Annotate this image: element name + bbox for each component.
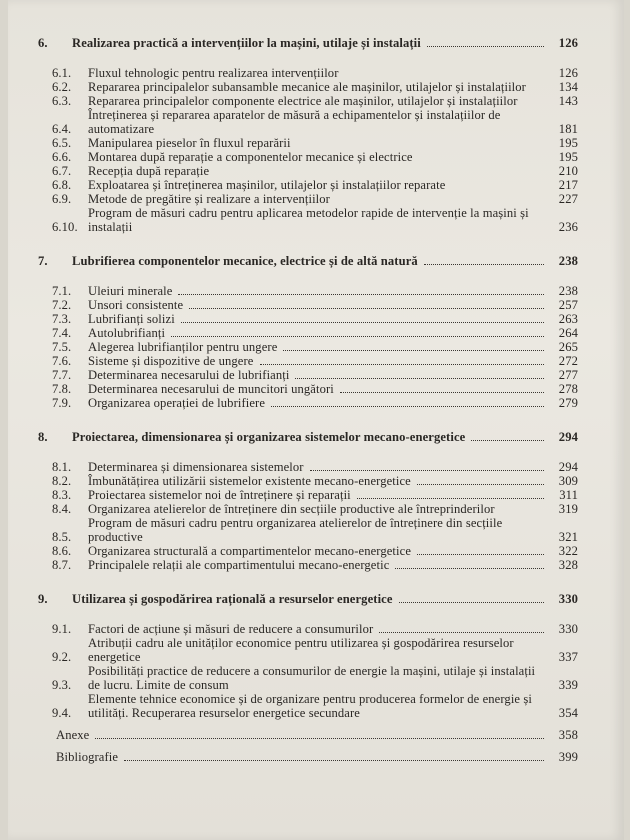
leader-dots	[399, 602, 544, 603]
page-number: 236	[558, 220, 578, 234]
section-number: 7.9.	[52, 396, 72, 410]
leader-dots	[260, 364, 545, 365]
page-number: 277	[558, 368, 578, 382]
section-title: Montarea după reparație a componentelor mecanice și electrice	[88, 150, 413, 164]
page-number: 330	[558, 592, 578, 606]
toc-section	[38, 502, 578, 516]
toc-section	[38, 664, 578, 692]
toc-section	[38, 354, 578, 368]
toc-section	[38, 178, 578, 192]
section-number: 6.5.	[52, 136, 72, 150]
section-number: 6.4.	[52, 122, 72, 136]
section-title: Sisteme și dispozitive de ungere	[88, 354, 254, 368]
page-number: 257	[558, 298, 578, 312]
leader-dots	[357, 498, 544, 499]
book-page	[8, 0, 624, 840]
chapter-number: 9.	[38, 592, 48, 606]
toc-section	[38, 544, 578, 558]
section-number: 7.4.	[52, 326, 72, 340]
table-of-contents	[38, 32, 578, 764]
chapter-title: Utilizarea și gospodărirea rațională a resurselor energetice	[72, 592, 393, 606]
leader-dots	[395, 568, 544, 569]
section-number: 6.8.	[52, 178, 72, 192]
section-title: Metode de pregătire și realizare a intervențiilor	[88, 192, 330, 206]
section-title: Principalele relații ale compartimentului mecano-energetic	[88, 558, 390, 572]
leader-dots	[310, 470, 544, 471]
toc-chapter-9	[38, 592, 578, 606]
section-number: 9.1.	[52, 622, 72, 636]
page-number: 330	[558, 622, 578, 636]
toc-section	[38, 460, 578, 474]
section-number: 6.6.	[52, 150, 72, 164]
leader-dots	[471, 440, 544, 441]
section-number: 6.10.	[52, 220, 78, 234]
leader-dots	[427, 46, 544, 47]
bibliografie-title: Bibliografie	[56, 750, 119, 764]
section-title: Organizarea structurală a compartimentelor mecano-energetice	[88, 544, 412, 558]
leader-dots	[295, 378, 544, 379]
section-title: Posibilități practice de reducere a consumurilor de energie la mașini, utilaje și instalații de lucru. Limite de consum	[88, 664, 536, 692]
page-number: 126	[558, 66, 578, 80]
toc-section	[38, 474, 578, 488]
section-number: 6.2.	[52, 80, 72, 94]
toc-section	[38, 298, 578, 312]
page-number: 238	[558, 254, 578, 268]
toc-chapter-7	[38, 254, 578, 268]
section-title: Proiectarea sistemelor noi de întreținere și reparații	[88, 488, 351, 502]
leader-dots	[124, 760, 544, 761]
toc-anexe	[38, 728, 578, 742]
section-title: Program de măsuri cadru pentru aplicarea metodelor rapide de intervenție la mașini și instalații	[88, 206, 529, 234]
toc-section	[38, 206, 578, 234]
toc-chapter-8	[38, 430, 578, 444]
section-title: Alegerea lubrifianților pentru ungere	[88, 340, 278, 354]
page-number: 339	[558, 678, 578, 692]
chapter-title: Lubrifierea componentelor mecanice, electrice și de altă natură	[72, 254, 418, 268]
page-number: 227	[558, 192, 578, 206]
toc-section	[38, 284, 578, 298]
toc-section	[38, 312, 578, 326]
leader-dots	[417, 484, 544, 485]
page-number: 217	[558, 178, 578, 192]
page-number: 126	[558, 36, 578, 50]
toc-section	[38, 80, 578, 94]
page-number: 337	[558, 650, 578, 664]
section-number: 7.5.	[52, 340, 72, 354]
toc-section	[38, 150, 578, 164]
toc-section	[38, 622, 578, 636]
section-number: 9.4.	[52, 706, 72, 720]
toc-section	[38, 192, 578, 206]
toc-section	[38, 368, 578, 382]
page-number: 279	[558, 396, 578, 410]
chapter-title: Realizarea practică a intervențiilor la mașini, utilaje și instalații	[72, 36, 421, 50]
page-number: 195	[558, 136, 578, 150]
section-title: Fluxul tehnologic pentru realizarea intervențiilor	[88, 66, 339, 80]
section-title: Elemente tehnice economice și de organizare pentru producerea formelor de energie și utilități. Recuperarea resurselor energetice secundare	[88, 692, 532, 720]
toc-section	[38, 164, 578, 178]
section-title: Organizarea operației de lubrifiere	[88, 396, 266, 410]
page-number: 309	[558, 474, 578, 488]
toc-section	[38, 558, 578, 572]
section-number: 6.3.	[52, 94, 72, 108]
page-number: 321	[558, 530, 578, 544]
section-title: Determinarea și dimensionarea sistemelor	[88, 460, 304, 474]
page-number: 134	[558, 80, 578, 94]
leader-dots	[189, 308, 544, 309]
section-number: 8.3.	[52, 488, 72, 502]
anexe-title: Anexe	[56, 728, 90, 742]
page-number: 272	[558, 354, 578, 368]
section-number: 8.1.	[52, 460, 72, 474]
chapter-number: 8.	[38, 430, 48, 444]
section-title: Unsori consistente	[88, 298, 184, 312]
page-number: 358	[558, 728, 578, 742]
page-number: 294	[558, 460, 578, 474]
page-number: 328	[558, 558, 578, 572]
toc-section	[38, 516, 578, 544]
page-number: 195	[558, 150, 578, 164]
section-number: 7.7.	[52, 368, 72, 382]
page-number: 354	[558, 706, 578, 720]
page-number: 210	[558, 164, 578, 178]
section-title: Determinarea necesarului de lubrifianți	[88, 368, 290, 382]
section-number: 6.9.	[52, 192, 72, 206]
section-title: Recepția după reparație	[88, 164, 210, 178]
page-number: 399	[558, 750, 578, 764]
section-number: 7.1.	[52, 284, 72, 298]
toc-section	[38, 636, 578, 664]
toc-section	[38, 94, 578, 108]
section-number: 6.7.	[52, 164, 72, 178]
page-number: 322	[558, 544, 578, 558]
leader-dots	[424, 264, 544, 265]
toc-section	[38, 326, 578, 340]
page-number: 143	[558, 94, 578, 108]
page-number: 278	[558, 382, 578, 396]
section-title: Repararea principalelor componente electrice ale mașinilor, utilajelor și instalațiilor	[88, 94, 518, 108]
toc-section	[38, 340, 578, 354]
toc-section	[38, 136, 578, 150]
section-number: 9.2.	[52, 650, 72, 664]
chapter-number: 6.	[38, 36, 48, 50]
section-number: 8.4.	[52, 502, 72, 516]
toc-chapter-6	[38, 36, 578, 50]
section-number: 7.8.	[52, 382, 72, 396]
leader-dots	[181, 322, 544, 323]
leader-dots	[178, 294, 544, 295]
page-number: 294	[558, 430, 578, 444]
toc-section	[38, 396, 578, 410]
leader-dots	[283, 350, 544, 351]
section-title: Autolubrifianți	[88, 326, 166, 340]
section-title: Determinarea necesarului de muncitori ungători	[88, 382, 334, 396]
section-number: 7.6.	[52, 354, 72, 368]
page-number: 265	[558, 340, 578, 354]
toc-section	[38, 692, 578, 720]
section-title: Program de măsuri cadru pentru organizarea atelierelor de întreținere din secțiile productive	[88, 516, 503, 544]
leader-dots	[171, 336, 544, 337]
page-number: 264	[558, 326, 578, 340]
section-title: Organizarea atelierelor de întreținere din secțiile productive ale întreprinderilor	[88, 502, 495, 516]
section-title: Repararea principalelor subansamble mecanice ale mașinilor, utilajelor și instalațiilor	[88, 80, 526, 94]
section-title: Atribuții cadru ale unităților economice pentru utilizarea și gospodărirea resurselor energetice	[88, 636, 514, 664]
page-number: 319	[558, 502, 578, 516]
toc-bibliografie	[38, 750, 578, 764]
section-title: Manipularea pieselor în fluxul reparării	[88, 136, 291, 150]
section-number: 7.2.	[52, 298, 72, 312]
page-number: 181	[558, 122, 578, 136]
page-number: 263	[558, 312, 578, 326]
section-title: Îmbunătățirea utilizării sistemelor existente mecano-energetice	[88, 474, 411, 488]
section-number: 7.3.	[52, 312, 72, 326]
chapter-title: Proiectarea, dimensionarea și organizarea sistemelor mecano-energetice	[72, 430, 466, 444]
toc-section	[38, 488, 578, 502]
leader-dots	[417, 554, 544, 555]
section-title: Lubrifianți solizi	[88, 312, 175, 326]
section-number: 8.5.	[52, 530, 72, 544]
leader-dots	[271, 406, 544, 407]
section-title: Întreținerea și repararea aparatelor de măsură a echipamentelor și instalațiilor de automatizare	[88, 108, 501, 136]
section-number: 8.2.	[52, 474, 72, 488]
section-number: 8.7.	[52, 558, 72, 572]
toc-section	[38, 66, 578, 80]
toc-section	[38, 108, 578, 136]
leader-dots	[379, 632, 544, 633]
section-number: 8.6.	[52, 544, 72, 558]
page-number: 311	[559, 488, 578, 502]
section-number: 9.3.	[52, 678, 72, 692]
section-number: 6.1.	[52, 66, 72, 80]
section-title: Factori de acțiune și măsuri de reducere a consumurilor	[88, 622, 374, 636]
toc-section	[38, 382, 578, 396]
leader-dots	[95, 738, 544, 739]
section-title: Exploatarea și întreținerea mașinilor, utilajelor și instalațiilor reparate	[88, 178, 446, 192]
section-title: Uleiuri minerale	[88, 284, 173, 298]
leader-dots	[340, 392, 544, 393]
page-number: 238	[558, 284, 578, 298]
chapter-number: 7.	[38, 254, 48, 268]
